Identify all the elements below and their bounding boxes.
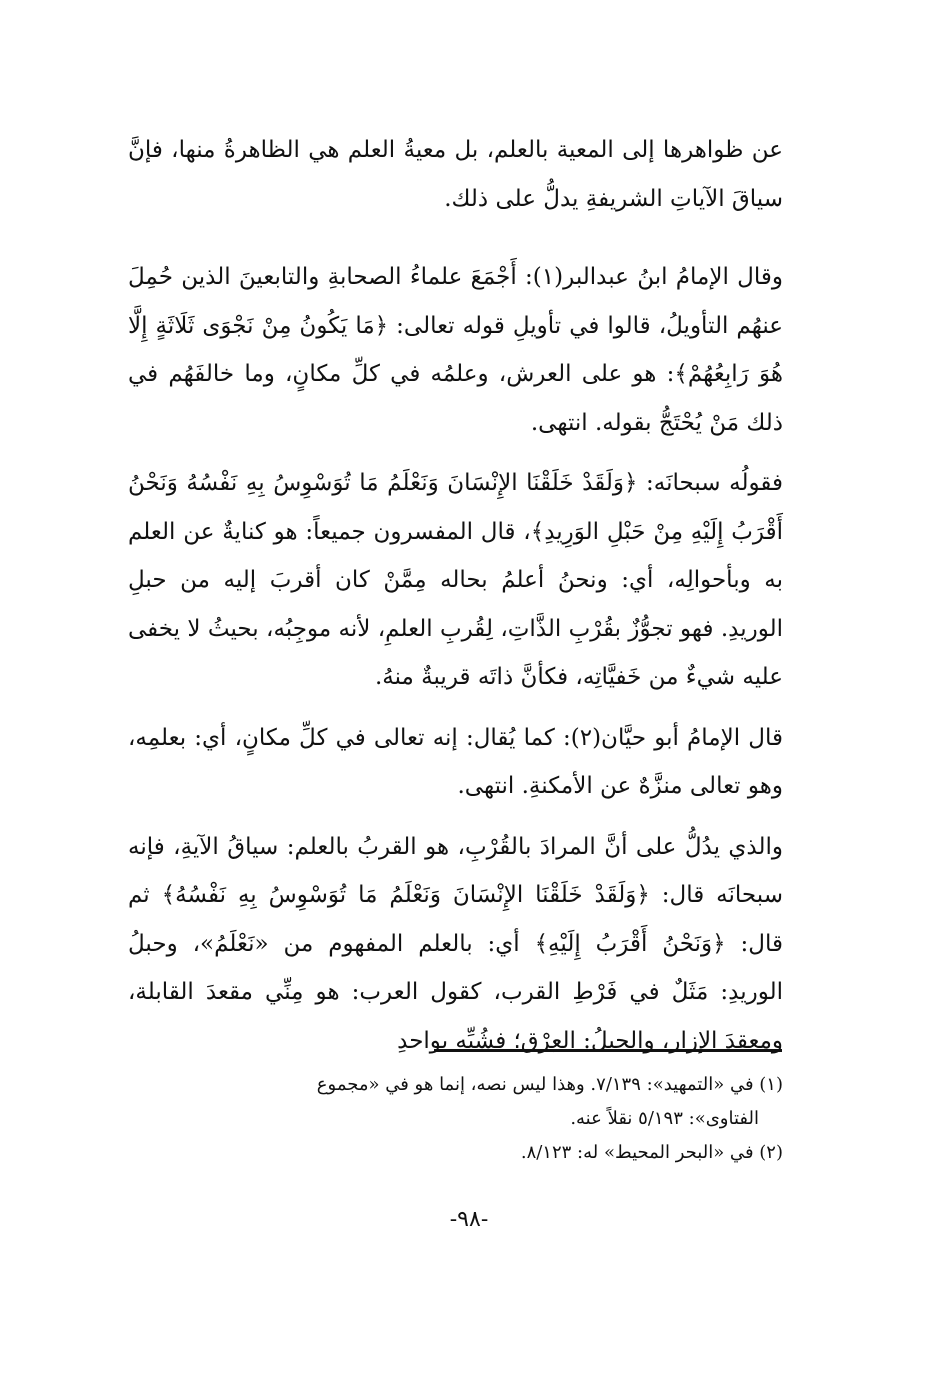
footnotes: [112, 1068, 783, 1170]
footnote-1: (١) في «التمهيد»: ٧/١٣٩. وهذا ليس نصه، إنما هو في «مجموع: [316, 1074, 783, 1095]
paragraph-3: فقولُه سبحانَه: ﴿وَلَقَدْ خَلَقْنَا الإِنْسَانَ وَنَعْلَمُ مَا تُوَسْوِسُ بِهِ نَفْسُهُ وَنَحْنُ أَقْرَبُ إِلَيْهِ مِنْ حَبْلِ الوَرِيدِ﴾، قال المفسرون جميعاً: هو كنايةٌ عن العلم به وبأحوالِه، أي: ونحنُ أعلمُ بحاله مِمَّنْ كان أقربَ إليه من حبلِ الوريدِ. فهو تجوُّزٌ بقُرْبِ الذَّاتِ، لِقُربِ العلمِ، لأنه موجِبُه، بحيثُ لا يخفى عليه شيءٌ من خَفيَّاتِه، فكأنَّ ذاتَه قريبةٌ منهُ.: [128, 470, 783, 690]
paragraph-1: عن ظواهرها إلى المعية بالعلم، بل معيةُ العلم هي الظاهرةُ منها، فإنَّ سياقَ الآياتِ الشريفةِ يدلُّ على ذلك.: [128, 137, 783, 212]
paragraph-2: وقال الإمامُ ابنُ عبدالبر(١): أَجْمَعَ علماءُ الصحابةِ والتابعينَ الذين حُمِلَ عنهُم التأويلُ، قالوا في تأويلِ قوله تعالى: ﴿مَا يَكُونُ مِنْ نَجْوَى ثَلَاثَةٍ إِلَّا هُوَ رَابِعُهُمْ﴾: هو على العرش، وعلمُه في كلِّ مكانٍ، وما خالفَهُم في ذلك مَنْ يُحْتَجُّ بقوله. انتهى.: [128, 264, 783, 436]
paragraph-5: والذي يدُلُّ على أنَّ المرادَ بالقُرْبِ، هو القربُ بالعلم: سياقُ الآيةِ، فإنه سبحانَه قال: ﴿وَلَقَدْ خَلَقْنَا الإِنْسَانَ وَنَعْلَمُ مَا تُوَسْوِسُ بِهِ نَفْسُهُ﴾ ثم قال: ﴿وَنَحْنُ أَقْرَبُ إِلَيْهِ﴾ أي: بالعلم المفهوم من «نَعْلَمُ»، وحبلُ الوريدِ: مَثَلٌ في فَرْطِ القرب، كقول العرب: هو مِنِّي مقعدَ القابلة، ومعقدَ الإزار، والحبلُ: العِرْق؛ فشُبِّه بواحدِ: [128, 833, 783, 1054]
footnote-2: (٢) في «البحر المحيط» له: ٨/١٢٣.: [520, 1142, 783, 1163]
footnote-divider: [434, 1049, 782, 1052]
footnote-1-continuation: الفتاوى»: ٥/١٩٣ نقلاً عنه.: [570, 1108, 759, 1129]
page-number: -٩٨-: [449, 1207, 489, 1232]
main-text: [128, 126, 783, 1065]
paragraph-4: قال الإمامُ أبو حيَّان(٢): كما يُقال: إنه تعالى في كلِّ مكانٍ، أي: بعلمِه، وهو تعالى منزَّهٌ عن الأمكنةِ. انتهى.: [128, 724, 783, 799]
